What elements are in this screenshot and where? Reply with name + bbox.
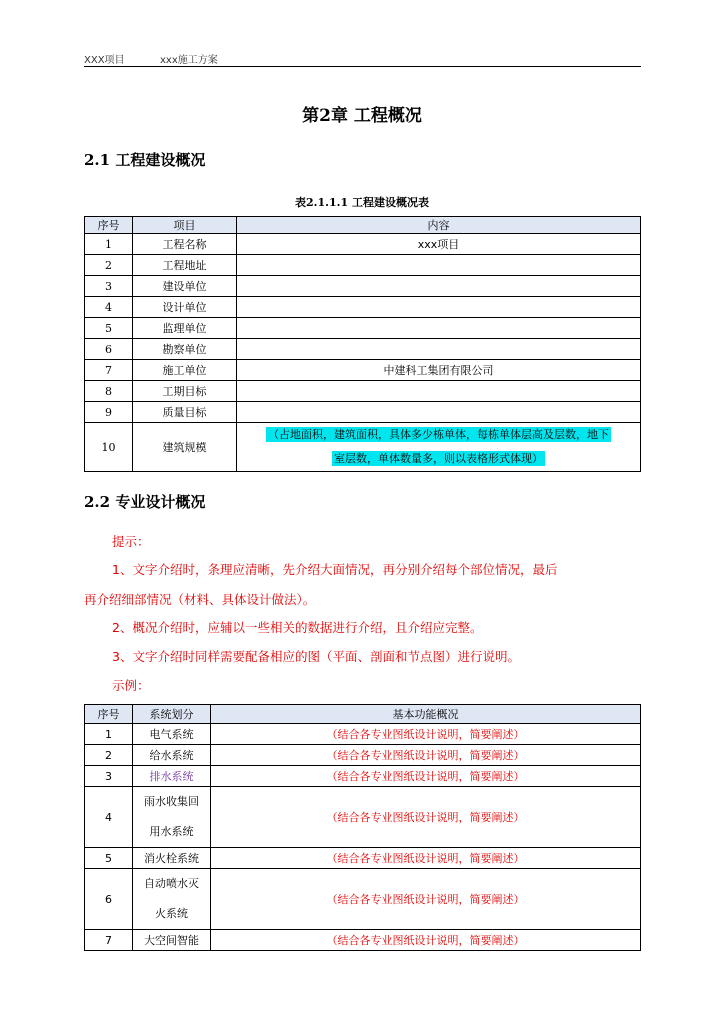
row-system-line: 自动喷水灭 (144, 877, 199, 890)
table-row (85, 381, 641, 402)
row-system (133, 787, 211, 848)
tips-title: 提示： (112, 534, 150, 549)
row-item: 建设单位 (133, 276, 237, 297)
header-cell: 序号 (85, 705, 133, 724)
table-row (85, 930, 641, 951)
header-cell: 项目 (133, 217, 237, 234)
row-number: 2 (85, 255, 133, 276)
page-header (84, 51, 218, 66)
tips-example: 示例： (112, 678, 150, 693)
table-row (85, 766, 641, 787)
row-number: 5 (85, 318, 133, 339)
row-system-line: 用水系统 (149, 825, 194, 838)
row-system: 给水系统 (133, 745, 211, 766)
row-number: 4 (85, 787, 133, 848)
tips-line-2: 2、概况介绍时，应辅以一些相关的数据进行介绍，且介绍应完整。 (112, 620, 483, 635)
row-system-line: 雨水收集回 (144, 795, 199, 808)
row-number: 6 (85, 339, 133, 360)
table-row (85, 234, 641, 255)
row-content (237, 276, 641, 297)
highlighted-note: 室层数，单体数量多，则以表格形式体现） (334, 452, 543, 465)
row-number: 3 (85, 766, 133, 787)
tips-line-1b: 再介绍细部情况（材料、具体设计做法）。 (84, 592, 316, 607)
header-cell: 序号 (85, 217, 133, 234)
row-system: 电气系统 (133, 724, 211, 745)
row-desc: （结合各专业图纸设计说明，简要阐述） (211, 766, 641, 787)
row-item: 设计单位 (133, 297, 237, 318)
table-row (85, 318, 641, 339)
row-content (237, 402, 641, 423)
row-system-line: 火系统 (155, 907, 188, 920)
header-doc: xxx施工方案 (160, 55, 218, 66)
table-header-row (85, 705, 641, 724)
row-system (133, 869, 211, 930)
row-system: 消火栓系统 (133, 848, 211, 869)
row-number: 3 (85, 276, 133, 297)
header-cell: 基本功能概况 (211, 705, 641, 724)
row-item: 质量目标 (133, 402, 237, 423)
project-overview-table (84, 216, 641, 472)
row-content (237, 381, 641, 402)
row-number: 10 (85, 423, 133, 472)
row-desc: （结合各专业图纸设计说明，简要阐述） (211, 724, 641, 745)
row-number: 7 (85, 360, 133, 381)
chapter-title: 第2章 工程概况 (302, 106, 422, 126)
table-row (85, 869, 641, 930)
table-row (85, 787, 641, 848)
table-row (85, 423, 641, 472)
row-number: 6 (85, 869, 133, 930)
section-heading-2-1: 2.1 工程建设概况 (84, 151, 206, 169)
row-item: 建筑规模 (133, 423, 237, 472)
row-number: 7 (85, 930, 133, 951)
section-heading-2-2: 2.2 专业设计概况 (84, 493, 206, 511)
row-number: 4 (85, 297, 133, 318)
row-desc: （结合各专业图纸设计说明，简要阐述） (211, 848, 641, 869)
row-item: 工期目标 (133, 381, 237, 402)
row-number: 8 (85, 381, 133, 402)
table1-caption: 表2.1.1.1 工程建设概况表 (295, 196, 429, 209)
row-content (237, 318, 641, 339)
table-row (85, 339, 641, 360)
row-number: 1 (85, 234, 133, 255)
highlighted-note: （占地面积，建筑面积，具体多少栋单体，每栋单体层高及层数，地下 (268, 428, 609, 441)
tips-line-1a: 1、文字介绍时，条理应清晰，先介绍大面情况，再分别介绍每个部位情况，最后 (112, 562, 558, 577)
system-overview-table (84, 704, 641, 951)
row-content: xxx项目 (237, 234, 641, 255)
row-system: 大空间智能 (133, 930, 211, 951)
row-item: 工程名称 (133, 234, 237, 255)
header-cell: 系统划分 (133, 705, 211, 724)
header-project: XXX项目 (84, 55, 125, 66)
row-system: 排水系统 (133, 766, 211, 787)
row-number: 2 (85, 745, 133, 766)
row-content (237, 423, 641, 472)
table-row (85, 276, 641, 297)
row-desc: （结合各专业图纸设计说明，简要阐述） (211, 930, 641, 951)
row-desc: （结合各专业图纸设计说明，简要阐述） (211, 745, 641, 766)
row-item: 监理单位 (133, 318, 237, 339)
table-row (85, 297, 641, 318)
table-header-row (85, 217, 641, 234)
table-row (85, 360, 641, 381)
table-row (85, 848, 641, 869)
row-number: 1 (85, 724, 133, 745)
header-cell: 内容 (237, 217, 641, 234)
row-desc: （结合各专业图纸设计说明，简要阐述） (211, 787, 641, 848)
row-content: 中建科工集团有限公司 (237, 360, 641, 381)
table-row (85, 745, 641, 766)
row-content (237, 255, 641, 276)
row-number: 9 (85, 402, 133, 423)
row-item: 工程地址 (133, 255, 237, 276)
header-rule (84, 66, 641, 67)
row-content (237, 339, 641, 360)
table-row (85, 402, 641, 423)
row-item: 施工单位 (133, 360, 237, 381)
row-desc: （结合各专业图纸设计说明，简要阐述） (211, 869, 641, 930)
row-number: 5 (85, 848, 133, 869)
tips-line-3: 3、文字介绍时同样需要配备相应的图（平面、剖面和节点图）进行说明。 (112, 649, 520, 664)
table-row (85, 255, 641, 276)
row-item: 勘察单位 (133, 339, 237, 360)
table-row (85, 724, 641, 745)
row-content (237, 297, 641, 318)
